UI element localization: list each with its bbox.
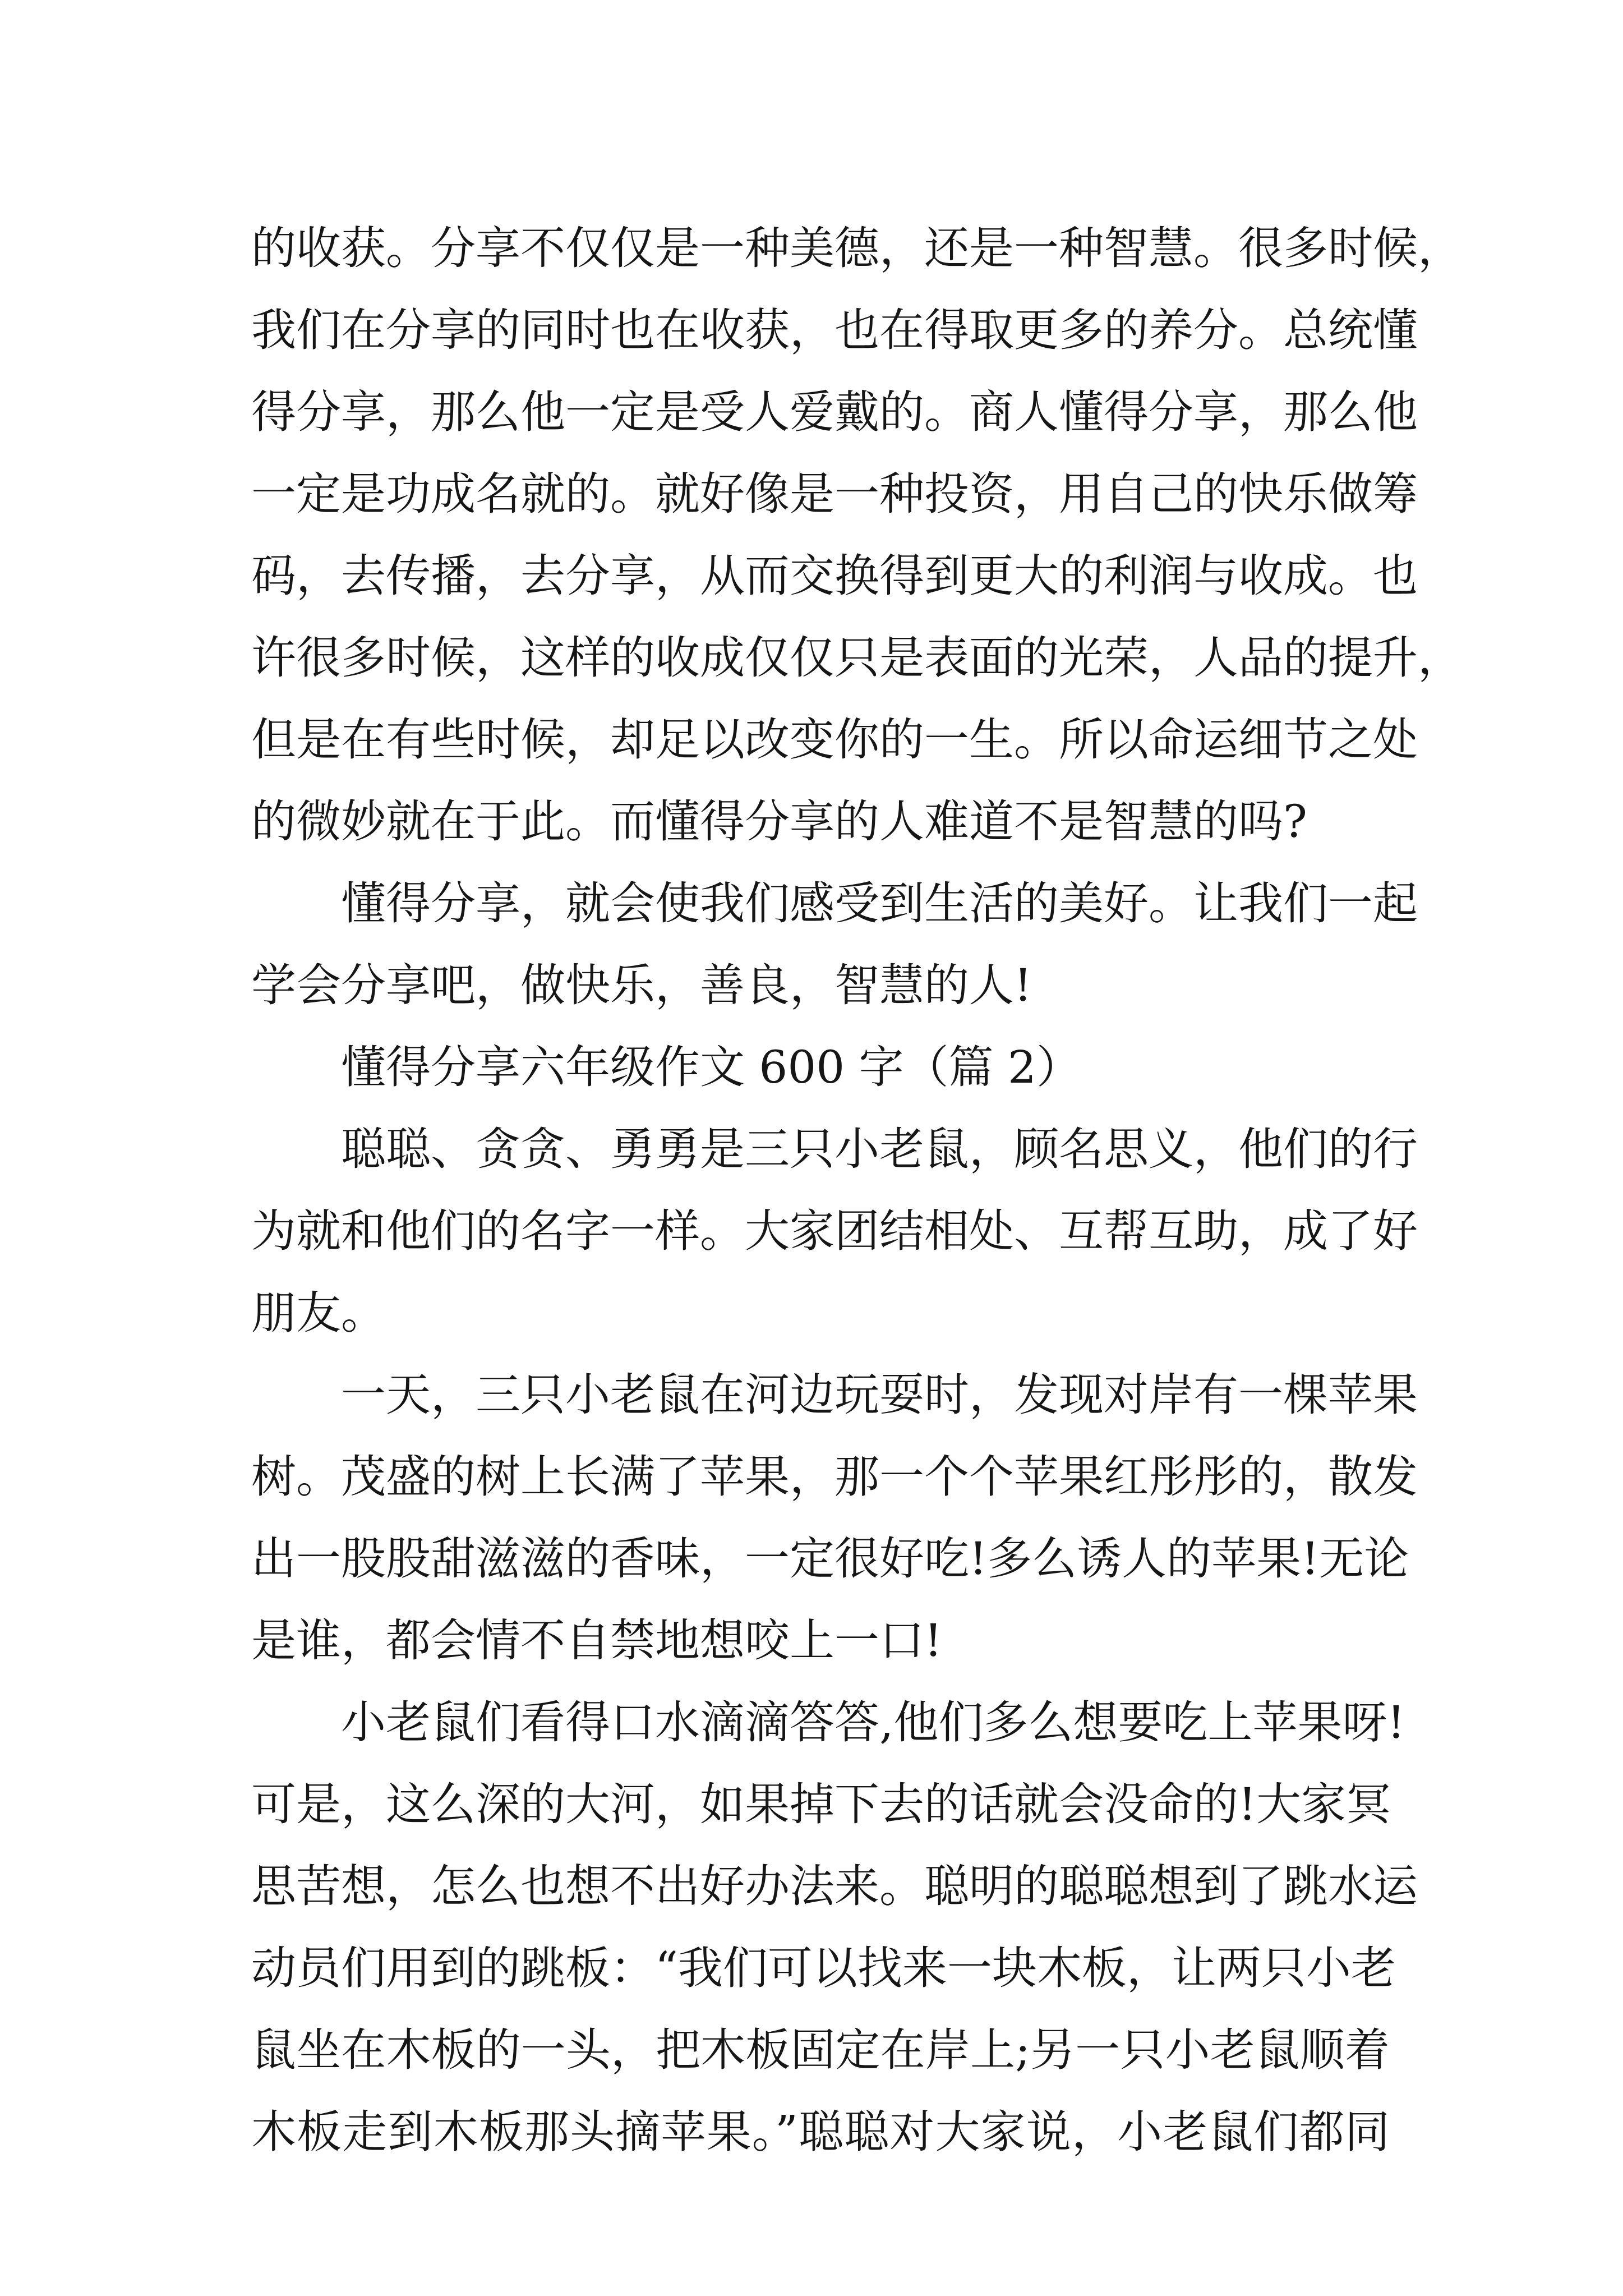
heading-text: 懂得分享六年级作文 600 字（篇 2）	[341, 1041, 1081, 1093]
document-page	[251, 208, 1463, 2173]
text-line: 懂得分享，就会使我们感受到生活的美好。让我们一起	[341, 877, 1418, 930]
text-line: 一定是功成名就的。就好像是一种投资，用自己的快乐做筹	[251, 468, 1418, 520]
text-line: 聪聪、贪贪、勇勇是三只小老鼠，顾名思义，他们的行	[341, 1123, 1418, 1175]
text-line: 出一股股甜滋滋的香味，一定很好吃!多么诱人的苹果!无论	[251, 1533, 1409, 1585]
paragraph	[251, 1682, 1418, 2173]
paragraph	[251, 863, 1418, 1027]
paragraph	[251, 1354, 1418, 1682]
text-line: 码，去传播，去分享，从而交换得到更大的利润与收成。也	[251, 550, 1418, 602]
text-line: 是谁，都会情不自禁地想咬上一口!	[251, 1614, 943, 1667]
text-line: 学会分享吧，做快乐，善良，智慧的人!	[251, 959, 1032, 1011]
text-line: 但是在有些时候，却足以改变你的一生。所以命运细节之处	[251, 714, 1418, 766]
text-line: 可是，这么深的大河，如果掉下去的话就会没命的!大家冥	[251, 1778, 1391, 1830]
text-line: 木板走到木板那头摘苹果。”聪聪对大家说，小老鼠们都同	[251, 2106, 1390, 2158]
paragraph	[251, 208, 1463, 863]
text-line: 得分享，那么他一定是受人爱戴的。商人懂得分享，那么他	[251, 386, 1418, 438]
text-line: 一天，三只小老鼠在河边玩耍时，发现对岸有一棵苹果	[341, 1369, 1418, 1421]
text-line: 小老鼠们看得口水滴滴答答,他们多么想要吃上苹果呀!	[341, 1696, 1405, 1749]
text-line: 许很多时候，这样的收成仅仅只是表面的光荣，人品的提升，	[251, 632, 1463, 684]
text-line: 朋友。	[251, 1287, 386, 1339]
text-line: 树。茂盛的树上长满了苹果，那一个个苹果红彤彤的，散发	[251, 1451, 1418, 1503]
text-line: 的微妙就在于此。而懂得分享的人难道不是智慧的吗?	[251, 795, 1307, 848]
text-line: 的收获。分享不仅仅是一种美德，还是一种智慧。很多时候，	[251, 222, 1463, 274]
text-line: 鼠坐在木板的一头，把木板固定在岸上;另一只小老鼠顺着	[251, 2024, 1390, 2076]
paragraph	[251, 1108, 1418, 1354]
section-heading	[251, 1027, 1390, 1108]
text-line: 动员们用到的跳板：“我们可以找来一块木板，让两只小老	[251, 1942, 1396, 1994]
text-line: 我们在分享的同时也在收获，也在得取更多的养分。总统懂	[251, 304, 1418, 356]
text-line: 为就和他们的名字一样。大家团结相处、互帮互助，成了好	[251, 1205, 1418, 1257]
text-line: 思苦想，怎么也想不出好办法来。聪明的聪聪想到了跳水运	[251, 1860, 1418, 1912]
